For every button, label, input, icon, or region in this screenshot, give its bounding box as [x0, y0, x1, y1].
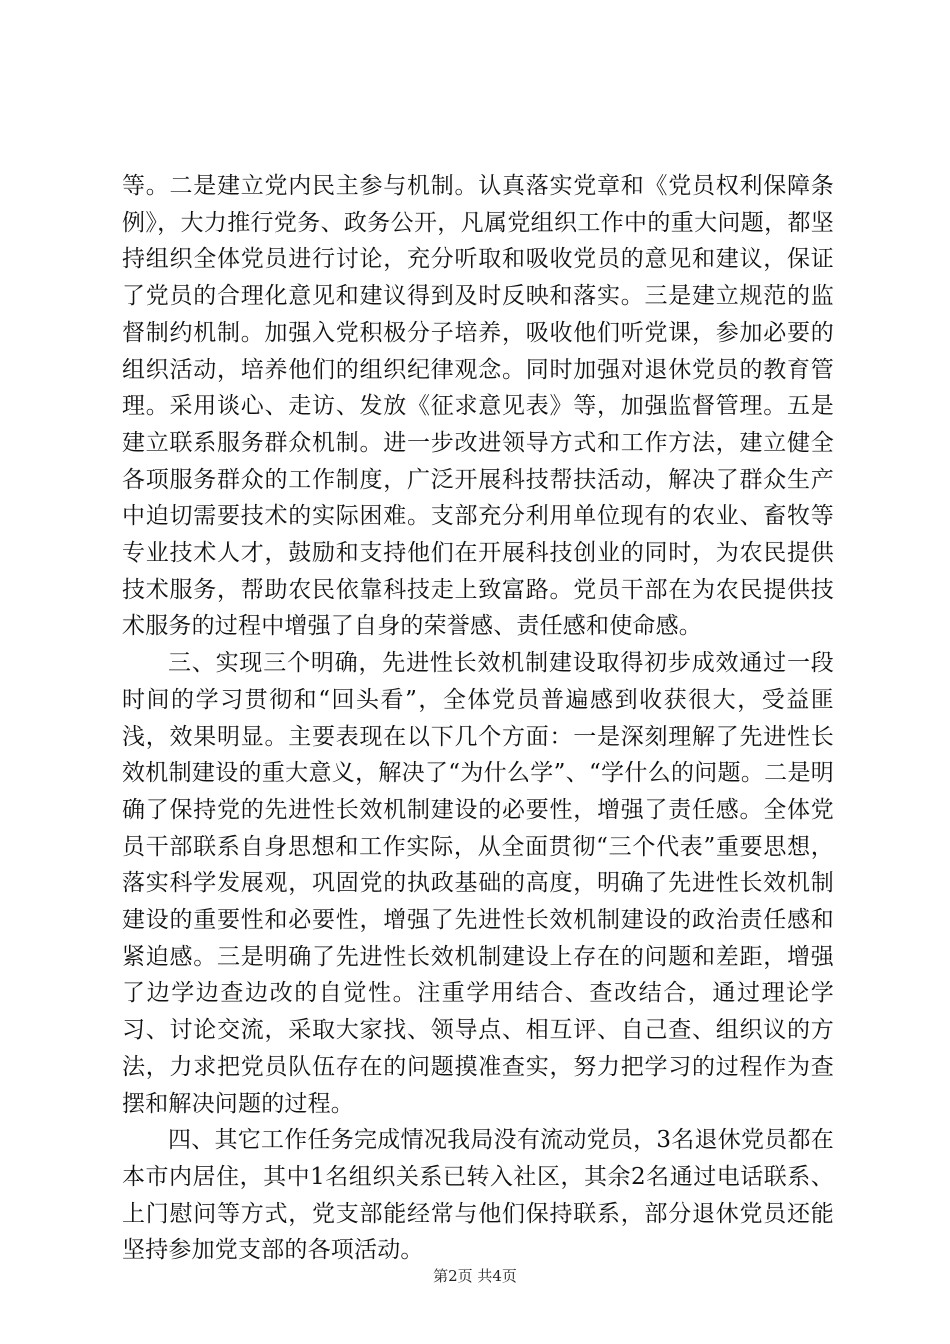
- paragraph-continuation: 等。二是建立党内民主参与机制。认真落实党章和《党员权利保障条例》，大力推行党务、政务公开，凡属党组织工作中的重大问题，都坚持组织全体党员进行讨论，充分听取和吸收党员的意见和建议，保证了党员的合理化意见和建议得到及时反映和落实。三是建立规范的监督制约机制。加强入党积极分子培养，吸收他们听党课，参加必要的组织活动，培养他们的组织纪律观念。同时加强对退休党员的教育管理。采用谈心、走访、发放《征求意见表》等，加强监督管理。五是建立联系服务群众机制。进一步改进领导方式和工作方法，建立健全各项服务群众的工作制度，广泛开展科技帮扶活动，解决了群众生产中迫切需要技术的实际困难。支部充分利用单位现有的农业、畜牧等专业技术人才，鼓励和支持他们在开展科技创业的同时，为农民提供技术服务，帮助农民依靠科技走上致富路。党员干部在为农民提供技术服务的过程中增强了自身的荣誉感、责任感和使命感。: [122, 173, 834, 640]
- paragraph-section-four: 四、其它工作任务完成情况我局没有流动党员，3名退休党员都在本市内居住，其中1名组织关系已转入社区，其余2名通过电话联系、上门慰问等方式，党支部能经常与他们保持联系，部分退休党员还能坚持参加党支部的各项活动。: [122, 1127, 834, 1264]
- page-footer: 第2页 共4页: [433, 1267, 517, 1285]
- document-body: [122, 168, 834, 1269]
- paragraph-section-three: 三、实现三个明确，先进性长效机制建设取得初步成效通过一段时间的学习贯彻和“回头看”，全体党员普遍感到收获很大，受益匪浅，效果明显。主要表现在以下几个方面：一是深刻理解了先进性长效机制建设的重大意义，解决了“为什么学”、“学什么的问题。二是明确了保持党的先进性长效机制建设的必要性，增强了责任感。全体党员干部联系自身思想和工作实际，从全面贯彻“三个代表”重要思想，落实科学发展观，巩固党的执政基础的高度，明确了先进性长效机制建设的重要性和必要性，增强了先进性长效机制建设的政治责任感和紧迫感。三是明确了先进性长效机制建设上存在的问题和差距，增强了边学边查边改的自觉性。注重学用结合、查改结合，通过理论学习、讨论交流，采取大家找、领导点、相互评、自己查、组织议的方法，力求把党员队伍存在的问题摸准查实，努力把学习的过程作为查摆和解决问题的过程。: [122, 650, 834, 1117]
